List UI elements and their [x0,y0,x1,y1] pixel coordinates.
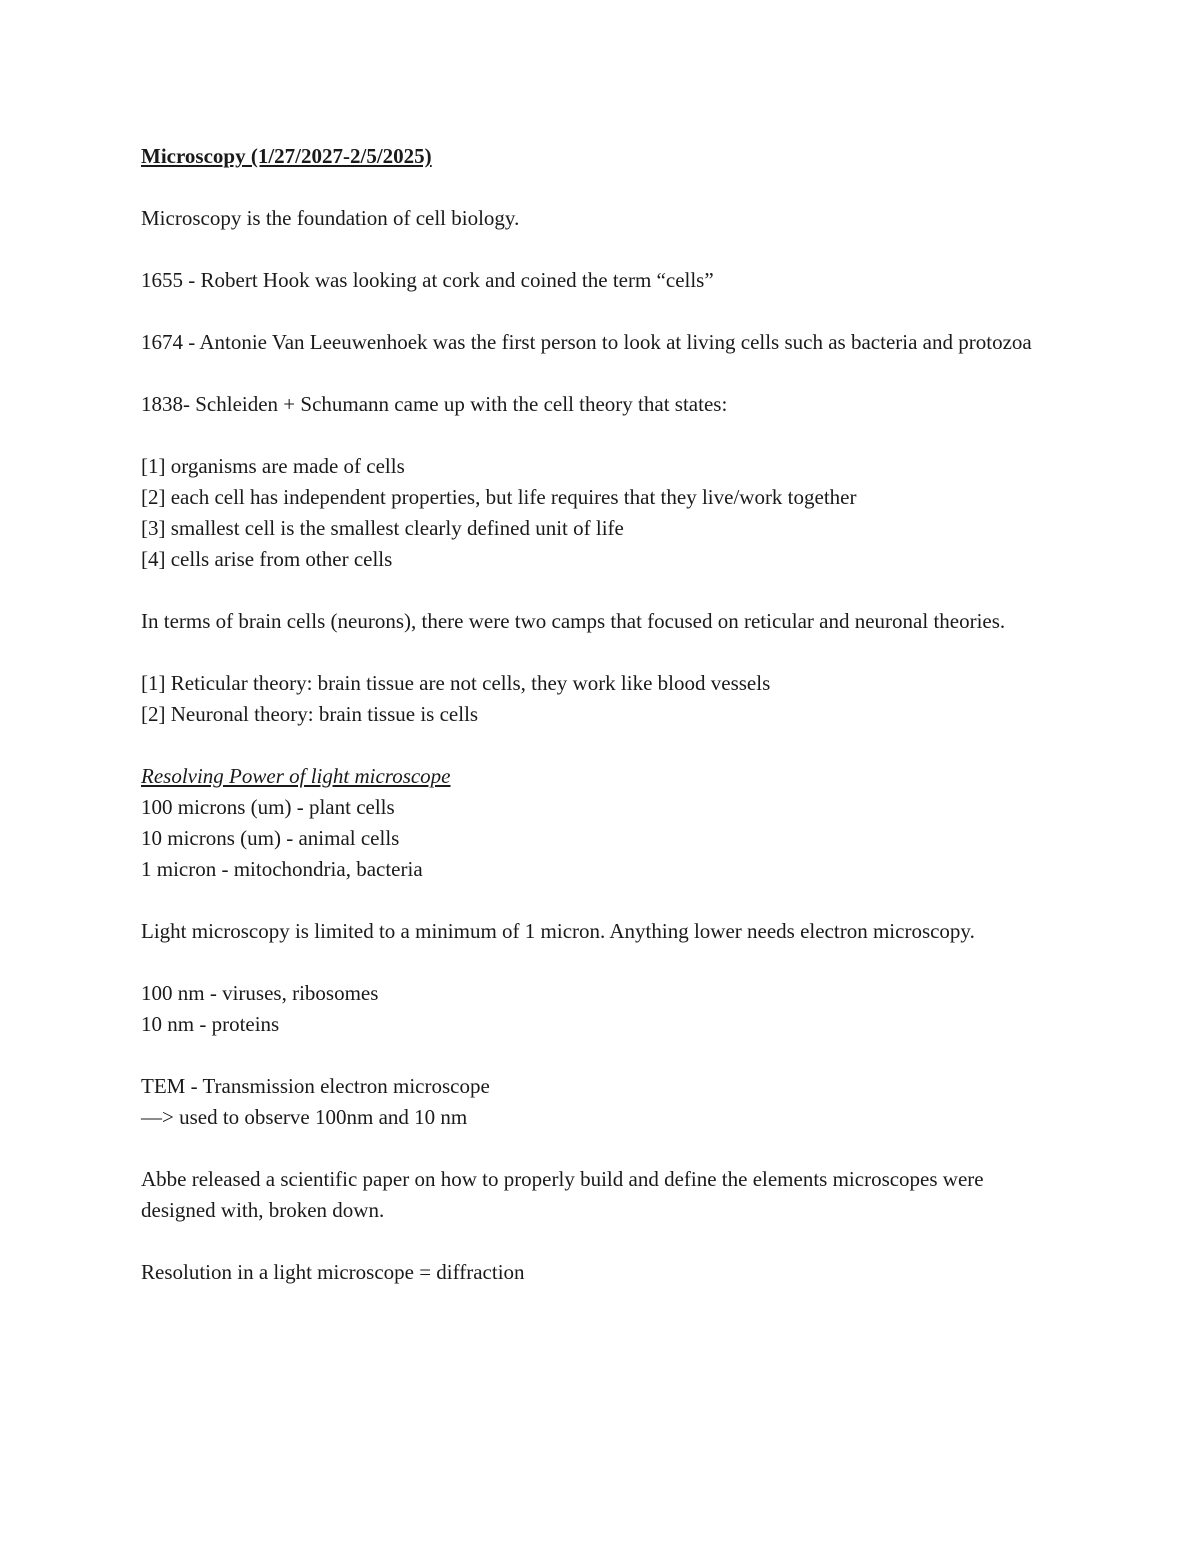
neurons-paragraph: In terms of brain cells (neurons), there were two camps that focused on reticular and neuronal theories. [141,609,1006,633]
list-item: [3] smallest cell is the smallest clearly defined unit of life [141,516,624,540]
history-1838: 1838- Schleiden + Schumann came up with the cell theory that states: [141,392,728,416]
electron-scale-list [141,978,1061,1040]
abbe-paragraph: Abbe released a scientific paper on how to properly build and define the elements microscopes were designed with, broken down. [141,1167,984,1222]
intro-paragraph: Microscopy is the foundation of cell biology. [141,206,520,230]
history-1674: 1674 - Antonie Van Leeuwenhoek was the first person to look at living cells such as bacteria and protozoa [141,330,1032,354]
list-item: 10 nm - proteins [141,1012,280,1036]
list-item: 100 nm - viruses, ribosomes [141,981,379,1005]
list-item: [2] Neuronal theory: brain tissue is cells [141,702,479,726]
resolving-power-list [141,792,1061,885]
cell-theory-list [141,451,1061,575]
tem-block [141,1071,1061,1133]
list-item: [4] cells arise from other cells [141,547,393,571]
list-item: 100 microns (um) - plant cells [141,795,395,819]
list-item: [1] organisms are made of cells [141,454,405,478]
list-item: [1] Reticular theory: brain tissue are not cells, they work like blood vessels [141,671,771,695]
document-body [141,141,1061,1288]
list-item: [2] each cell has independent properties, but life requires that they live/work together [141,485,857,509]
light-limit-paragraph: Light microscopy is limited to a minimum of 1 micron. Anything lower needs electron microscopy. [141,919,975,943]
resolution-paragraph: Resolution in a light microscope = diffraction [141,1260,525,1284]
list-item: 1 micron - mitochondria, bacteria [141,857,423,881]
neuron-theories-list [141,668,1061,730]
page-title: Microscopy (1/27/2027-2/5/2025) [141,144,432,168]
history-1655: 1655 - Robert Hook was looking at cork and coined the term “cells” [141,268,714,292]
resolving-power-heading: Resolving Power of light microscope [141,764,451,788]
list-item: 10 microns (um) - animal cells [141,826,400,850]
tem-definition: TEM - Transmission electron microscope [141,1074,490,1098]
tem-usage: —> used to observe 100nm and 10 nm [141,1105,468,1129]
